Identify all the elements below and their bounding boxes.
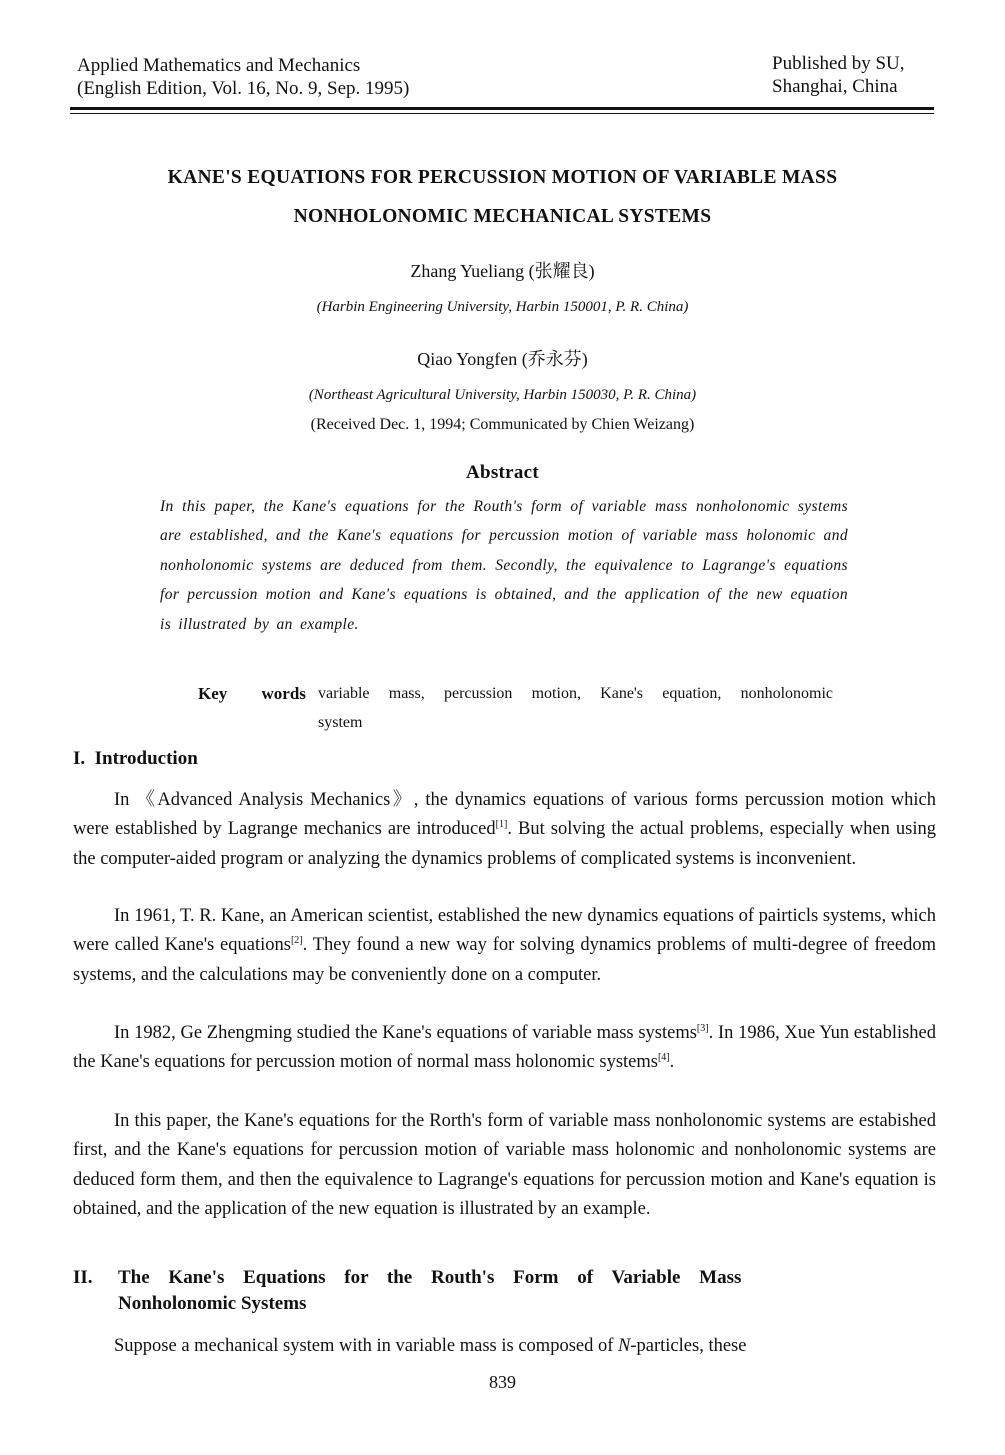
- author-2-affiliation: (Northeast Agricultural University, Harbin 150030, P. R. China): [308, 387, 697, 403]
- intro-paragraph-3: In 1982, Ge Zhengming studied the Kane's equations of variable mass systems[3]. In 1986, Xue Yun established the Kane's equations for percussion motion of normal mass holonomic systems[4].: [73, 1022, 937, 1073]
- section-2-heading: [73, 1263, 936, 1293]
- citation-1[interactable]: [1]: [495, 819, 508, 831]
- journal-edition: (English Edition, Vol. 16, No. 9, Sep. 1995): [77, 78, 410, 99]
- abstract-heading: Abstract: [465, 462, 540, 483]
- section-2-title-line1: The Kane's Equations for the Routh's Form of Variable Mass: [118, 1267, 742, 1288]
- received-note: (Received Dec. 1, 1994; Communicated by Chien Weizang): [310, 416, 695, 433]
- keywords-text: variable mass, percussion motion, Kane's equation, nonholonomic system: [318, 685, 833, 731]
- section-2-number: II.: [73, 1267, 93, 1288]
- citation-4[interactable]: [4]: [657, 1052, 670, 1064]
- intro-paragraph-4: In this paper, the Kane's equations for the Rorth's form of variable mass nonholonomic systems are estabished first, and the Kane's equations for percussion motion of variable mass holonomic and nonholonomic systems are deduced form them, and then the equivalence to Lagrange's equations for percussion motion and Kane's equation is obtained, and the application of the new equation is illustrated by an example.: [73, 1111, 936, 1219]
- intro-paragraph-2: In 1961, T. R. Kane, an American scientist, established the new dynamics equations of pairticls systems, which were called Kane's equations[2]. They found a new way for solving dynamics problems of multi-degree of freedom systems, and the calculations may be conveniently done on a computer.: [73, 906, 936, 985]
- header-rule-thick: [70, 107, 934, 110]
- page-number: 839: [489, 1372, 516, 1392]
- section-2-title-line2: Nonholonomic Systems: [118, 1293, 307, 1314]
- paper-title-line2: NONHOLONOMIC MECHANICAL SYSTEMS: [293, 206, 712, 227]
- section-2-paragraph-1: Suppose a mechanical system with in variable mass is composed of N-particles, these: [114, 1336, 747, 1356]
- author-1-name: Zhang Yueliang (张耀良): [410, 261, 595, 281]
- author-2-name: Qiao Yongfen (乔永芬): [417, 349, 588, 369]
- intro-paragraph-1: In 《Advanced Analysis Mechanics》, the dynamics equations of various forms percussion motion which were established by Lagrange mechanics are introduced[1]. But solving the actual problems, especially when using the computer-aided program or analyzing the dynamics problems of complicated systems is inconvenient.: [73, 790, 937, 869]
- header-rule-thin: [70, 113, 934, 114]
- journal-name: Applied Mathematics and Mechanics: [77, 55, 361, 76]
- keywords: [198, 679, 848, 737]
- publisher-location: Shanghai, China: [772, 76, 898, 97]
- paper-title-line1: KANE'S EQUATIONS FOR PERCUSSION MOTION OF VARIABLE MASS: [167, 167, 838, 188]
- publisher-header: [772, 52, 905, 98]
- abstract-text: In this paper, the Kane's equations for the Routh's form of variable mass nonholonomic systems are established, and the Kane's equations for percussion motion of variable mass holonomic and nonholonomic systems are deduced from them. Secondly, the equivalence to Lagrange's equations for percussion motion and Kane's equations is obtained, and the application of the new equation is illustrated by an example.: [160, 498, 848, 633]
- journal-header: [77, 54, 409, 100]
- author-1-affiliation: (Harbin Engineering University, Harbin 150001, P. R. China): [316, 299, 689, 315]
- publisher-name: Published by SU,: [772, 53, 905, 74]
- section-1-heading: I. Introduction: [73, 748, 198, 769]
- keywords-label: Key words: [198, 684, 306, 703]
- citation-3[interactable]: [3]: [696, 1022, 709, 1034]
- citation-2[interactable]: [2]: [290, 935, 303, 947]
